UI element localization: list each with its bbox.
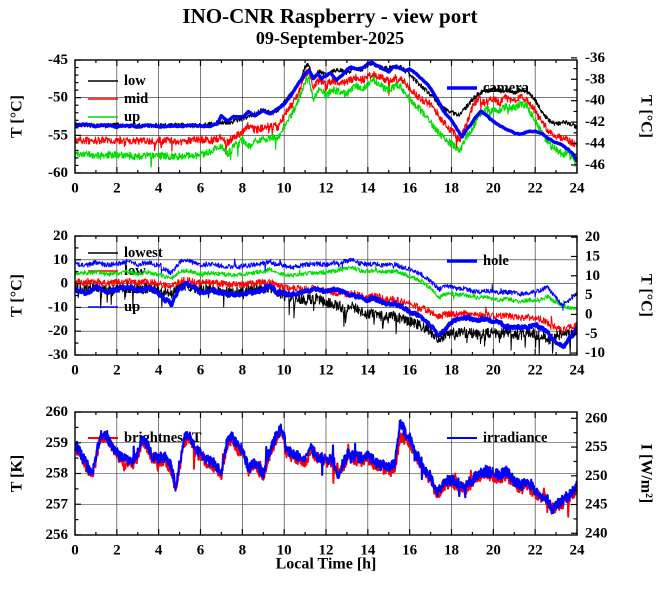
x-tick-label: 16 <box>402 362 418 379</box>
x-tick-label: 14 <box>360 180 376 197</box>
panel-3 <box>9 404 655 559</box>
y-left-tick-label: 259 <box>45 434 68 451</box>
y-left-tick-label: -60 <box>48 165 68 181</box>
legend-item-hole <box>447 253 509 269</box>
y-left-tick-label: -20 <box>48 323 68 340</box>
legend-label-hole: hole <box>483 253 509 269</box>
y-left-tick-label: -45 <box>48 52 68 68</box>
y-left-tick-label: -55 <box>48 127 68 144</box>
y-left-tick-label: 260 <box>45 404 68 420</box>
y-right-tick-label: 0 <box>585 306 593 323</box>
y-left-tick-label: -30 <box>48 347 68 363</box>
y-right-tick-label: 260 <box>585 410 608 427</box>
x-tick-label: 16 <box>402 180 418 197</box>
panel-3-right-axis-label: I [W/m²] <box>637 443 655 504</box>
x-tick-label: 18 <box>444 180 459 197</box>
y-right-tick-label: 15 <box>585 248 600 265</box>
panel-2-right-axis-label: T [°C] <box>637 274 655 317</box>
panel-3-left-axis-label: T [K] <box>8 454 26 493</box>
x-tick-label: 2 <box>113 180 121 197</box>
legend-label-camera: camera <box>483 80 529 96</box>
x-tick-label: 20 <box>485 542 501 559</box>
x-tick-label: 24 <box>569 362 585 379</box>
x-tick-label: 0 <box>71 362 79 379</box>
legend-item-irradiance <box>447 430 548 446</box>
x-tick-label: 6 <box>196 180 205 197</box>
x-tick-label: 14 <box>360 362 376 379</box>
y-left-tick-label: 0 <box>60 275 68 292</box>
x-tick-label: 22 <box>527 180 543 197</box>
x-tick-label: 12 <box>318 542 334 559</box>
x-tick-label: 12 <box>318 362 334 379</box>
y-right-tick-label: -10 <box>585 345 605 362</box>
x-tick-label: 4 <box>154 362 163 379</box>
panel-3-legend <box>88 430 548 446</box>
y-right-tick-label: -40 <box>585 92 605 109</box>
y-left-tick-label: -10 <box>48 299 68 316</box>
y-right-tick-label: 255 <box>585 439 608 456</box>
y-left-tick-label: 257 <box>45 496 68 513</box>
y-right-tick-label: -38 <box>585 71 605 88</box>
y-right-tick-label: 5 <box>585 287 593 304</box>
y-right-tick-label: 245 <box>585 496 608 513</box>
x-tick-label: 10 <box>276 180 292 197</box>
x-tick-label: 18 <box>444 542 459 559</box>
x-tick-label: 8 <box>238 180 247 197</box>
x-tick-label: 22 <box>527 362 543 379</box>
x-tick-label: 12 <box>318 180 334 197</box>
legend-label-mid: mid <box>124 281 149 297</box>
legend-label-lowest: lowest <box>124 245 163 261</box>
x-tick-label: 2 <box>113 542 121 559</box>
y-left-tick-label: -50 <box>48 89 68 106</box>
panel-2 <box>9 228 655 379</box>
x-tick-label: 6 <box>196 362 205 379</box>
legend-label-irradiance: irradiance <box>483 430 548 446</box>
y-right-tick-label: -46 <box>585 156 605 173</box>
legend-label-up: up <box>124 299 141 315</box>
y-right-tick-label: 10 <box>585 267 600 284</box>
x-tick-label: 10 <box>276 542 292 559</box>
legend-label-low: low <box>124 73 146 89</box>
x-tick-label: 22 <box>527 542 543 559</box>
chart-title: INO-CNR Raspberry - view port <box>182 4 478 28</box>
x-tick-label: 0 <box>71 542 79 559</box>
x-axis-label: Local Time [h] <box>275 555 377 573</box>
x-tick-label: 16 <box>402 542 418 559</box>
legend-label-mid: mid <box>124 91 149 107</box>
x-tick-label: 0 <box>71 180 79 197</box>
y-right-tick-label: -44 <box>585 135 605 152</box>
y-left-tick-label: 256 <box>45 527 68 543</box>
x-tick-label: 10 <box>276 362 292 379</box>
legend-item-mid <box>88 91 148 107</box>
x-tick-label: 20 <box>485 362 501 379</box>
legend-item-lowest <box>88 245 163 261</box>
legend-label-up: up <box>124 109 141 125</box>
y-right-tick-label: 250 <box>585 467 608 484</box>
x-tick-label: 8 <box>238 542 247 559</box>
y-right-tick-label: 240 <box>585 525 608 542</box>
x-tick-label: 4 <box>154 542 163 559</box>
x-tick-label: 4 <box>154 180 163 197</box>
y-left-tick-label: 20 <box>53 228 68 244</box>
panel-1 <box>9 50 655 197</box>
y-right-tick-label: -5 <box>585 325 598 342</box>
x-tick-label: 18 <box>444 362 459 379</box>
legend-item-low <box>88 73 146 89</box>
panel-1-right-axis-label: T [°C] <box>637 95 655 138</box>
x-tick-label: 8 <box>238 362 247 379</box>
x-tick-label: 20 <box>485 180 501 197</box>
legend-label-brightness-T: brightness T <box>124 430 202 446</box>
x-tick-label: 14 <box>360 542 376 559</box>
y-left-tick-label: 10 <box>53 251 68 268</box>
y-right-tick-label: -36 <box>585 49 605 66</box>
x-tick-label: 24 <box>569 542 585 559</box>
panel-2-left-axis-label: T [°C] <box>8 274 26 317</box>
panel-1-left-axis-label: T [°C] <box>8 95 26 138</box>
panel-1-legend <box>88 73 530 125</box>
x-tick-label: 6 <box>196 542 205 559</box>
chart-subtitle: 09-September-2025 <box>255 28 405 48</box>
y-right-tick-label: 20 <box>585 229 600 246</box>
y-left-tick-label: 258 <box>45 465 68 482</box>
x-tick-label: 24 <box>569 180 585 197</box>
x-tick-label: 2 <box>113 362 121 379</box>
legend-label-low: low <box>124 263 146 279</box>
y-right-tick-label: -42 <box>585 114 605 131</box>
